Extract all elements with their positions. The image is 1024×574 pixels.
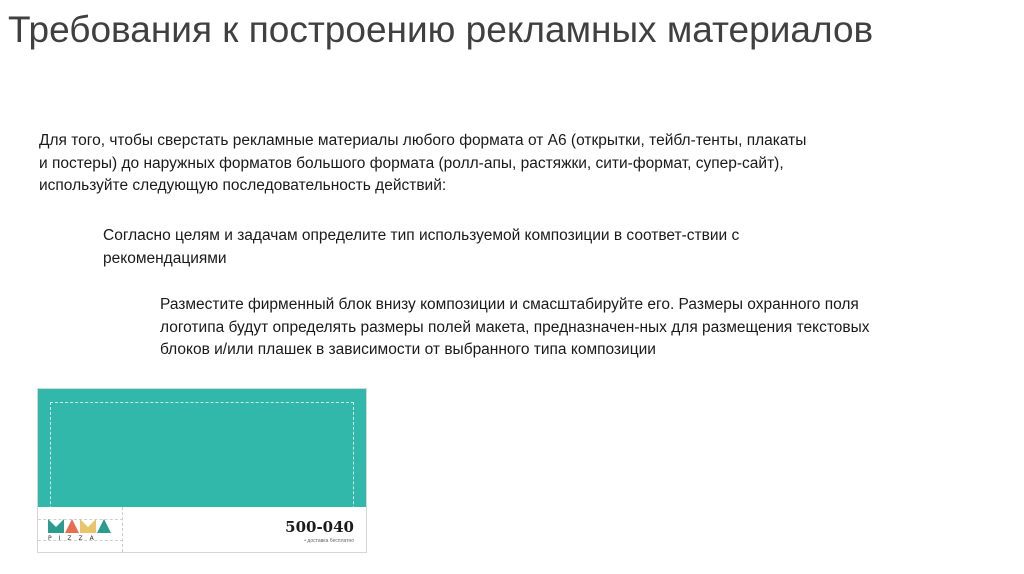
mama-logo <box>48 519 112 533</box>
paragraph-step-1: Согласно целям и задачам определите тип используемой композиции в соответ-ствии с рекомендациями <box>103 227 740 267</box>
logo-subtitle: PIZZA <box>48 535 101 542</box>
phone-number: 500-040 <box>285 518 354 536</box>
slide-title: Требования к построению рекламных материалов <box>8 9 874 50</box>
phone-note: • доставка бесплатно <box>304 538 354 544</box>
ad-layout-example <box>37 388 367 553</box>
paragraph-intro: Для того, чтобы сверстать рекламные материалы любого формата от А6 (открытки, тейбл-тенты, плакаты и постеры) до наружных форматов большого формата (ролл-апы, растяжки, сити-формат, супер-сайт), используйте следующую последовательность действий: <box>39 132 807 194</box>
paragraph-step-2: Разместите фирменный блок внизу композиции и смасштабируйте его. Размеры охранного поля логотипа будут определять размеры полей макета, предназначен-ных для размещения текстовых блоков и/или плашек в зависимости от выбранного типа композиции <box>160 296 870 358</box>
